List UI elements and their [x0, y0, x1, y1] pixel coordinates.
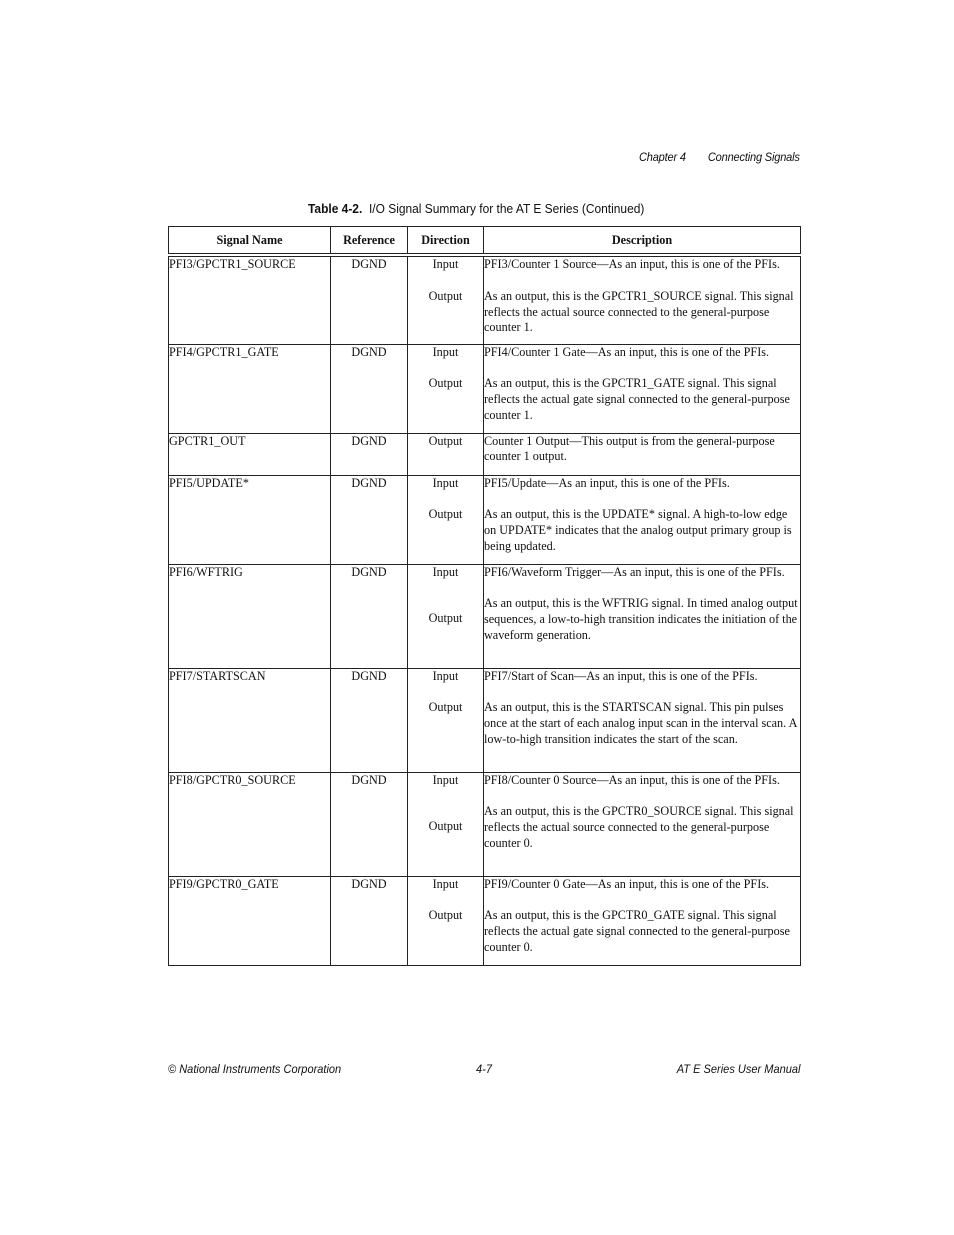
column-header-signal-name: Signal Name	[169, 227, 331, 256]
direction-output: Output	[428, 507, 463, 522]
signal-name-cell: PFI4/GPCTR1_GATE	[169, 344, 331, 433]
direction-input: Input	[432, 876, 459, 891]
table-row	[169, 344, 801, 433]
description-output: As an output, this is the STARTSCAN signal. This pin pulses once at the start of each analog input scan in the interval scan. A low-to-high transition indicates the start of the scan.	[484, 700, 797, 746]
description-output: As an output, this is the GPCTR0_GATE signal. This signal reflects the actual gate signal connected to the general-purpose counter 0.	[484, 908, 790, 954]
table-header-row	[169, 227, 801, 256]
signal-name-cell: PFI9/GPCTR0_GATE	[169, 876, 331, 965]
signal-name-cell: PFI6/WFTRIG	[169, 564, 331, 668]
description-cell	[484, 772, 801, 876]
description-cell	[484, 876, 801, 965]
direction-output: Output	[428, 433, 463, 448]
footer-manual-title: AT E Series User Manual	[676, 1062, 800, 1076]
table-row	[169, 668, 801, 772]
direction-output: Output	[428, 819, 463, 834]
direction-output: Output	[428, 288, 463, 303]
description-input: PFI9/Counter 0 Gate—As an input, this is one of the PFIs.	[484, 876, 770, 891]
reference-cell: DGND	[331, 668, 408, 772]
direction-output: Output	[428, 700, 463, 715]
direction-output: Output	[428, 376, 463, 391]
signal-name-cell: PFI7/STARTSCAN	[169, 668, 331, 772]
description-cell	[484, 564, 801, 668]
direction-cell	[408, 876, 484, 965]
direction-cell	[408, 668, 484, 772]
direction-output: Output	[428, 611, 463, 626]
reference-cell: DGND	[331, 772, 408, 876]
direction-input: Input	[432, 668, 459, 683]
description-output: Counter 1 Output—This output is from the general-purpose counter 1 output.	[484, 433, 775, 464]
footer-page-number: 4-7	[476, 1062, 492, 1076]
description-cell	[484, 668, 801, 772]
table-row	[169, 876, 801, 965]
reference-cell: DGND	[331, 344, 408, 433]
description-output: As an output, this is the GPCTR1_GATE signal. This signal reflects the actual gate signal connected to the general-purpose counter 1.	[484, 376, 790, 422]
reference-cell: DGND	[331, 475, 408, 564]
table-row	[169, 564, 801, 668]
direction-cell	[408, 475, 484, 564]
signal-name-cell: PFI5/UPDATE*	[169, 475, 331, 564]
column-header-description: Description	[484, 227, 801, 256]
description-cell	[484, 475, 801, 564]
direction-input: Input	[432, 475, 459, 490]
signal-name-cell: GPCTR1_OUT	[169, 433, 331, 475]
description-output: As an output, this is the GPCTR1_SOURCE signal. This signal reflects the actual source connected to the general-purpose counter 1.	[484, 288, 794, 335]
description-cell	[484, 344, 801, 433]
reference-cell: DGND	[331, 564, 408, 668]
table-number: Table 4-2.	[308, 201, 363, 216]
footer-copyright: © National Instruments Corporation	[168, 1062, 342, 1076]
direction-cell	[408, 772, 484, 876]
direction-input: Input	[432, 772, 459, 787]
direction-cell	[408, 433, 484, 475]
description-input: PFI3/Counter 1 Source—As an input, this is one of the PFIs.	[484, 257, 780, 271]
description-input: PFI7/Start of Scan—As an input, this is one of the PFIs.	[484, 668, 758, 683]
direction-output: Output	[428, 908, 463, 923]
direction-input: Input	[432, 564, 459, 579]
table-row	[169, 255, 801, 344]
direction-cell	[408, 344, 484, 433]
description-input: PFI8/Counter 0 Source—As an input, this is one of the PFIs.	[484, 772, 780, 787]
signal-name-cell: PFI3/GPCTR1_SOURCE	[169, 255, 331, 344]
description-cell	[484, 255, 801, 344]
signal-summary-table	[168, 226, 801, 966]
description-output: As an output, this is the GPCTR0_SOURCE signal. This signal reflects the actual source connected to the general-purpose counter 0.	[484, 804, 794, 850]
reference-cell: DGND	[331, 876, 408, 965]
table-title: I/O Signal Summary for the AT E Series (Continued)	[368, 201, 645, 216]
table-row	[169, 433, 801, 475]
table-caption	[308, 201, 644, 216]
reference-cell: DGND	[331, 433, 408, 475]
description-input: PFI5/Update—As an input, this is one of the PFIs.	[484, 475, 730, 490]
direction-input: Input	[432, 257, 459, 271]
table-row	[169, 772, 801, 876]
table-row	[169, 475, 801, 564]
reference-cell: DGND	[331, 255, 408, 344]
description-input: PFI4/Counter 1 Gate—As an input, this is one of the PFIs.	[484, 344, 770, 359]
signal-name-cell: PFI8/GPCTR0_SOURCE	[169, 772, 331, 876]
column-header-reference: Reference	[331, 227, 408, 256]
column-header-direction: Direction	[408, 227, 484, 256]
section-title: Connecting Signals	[708, 150, 800, 164]
direction-cell	[408, 255, 484, 344]
description-input: PFI6/Waveform Trigger—As an input, this is one of the PFIs.	[484, 564, 785, 579]
chapter-label: Chapter 4	[639, 150, 687, 164]
description-output: As an output, this is the WFTRIG signal. In timed analog output sequences, a low-to-high transition indicates the initiation of the waveform generation.	[484, 596, 798, 642]
direction-input: Input	[432, 344, 459, 359]
description-output: As an output, this is the UPDATE* signal. A high-to-low edge on UPDATE* indicates that the analog output primary group is being updated.	[484, 507, 792, 553]
direction-cell	[408, 564, 484, 668]
description-cell	[484, 433, 801, 475]
running-header	[639, 150, 800, 164]
